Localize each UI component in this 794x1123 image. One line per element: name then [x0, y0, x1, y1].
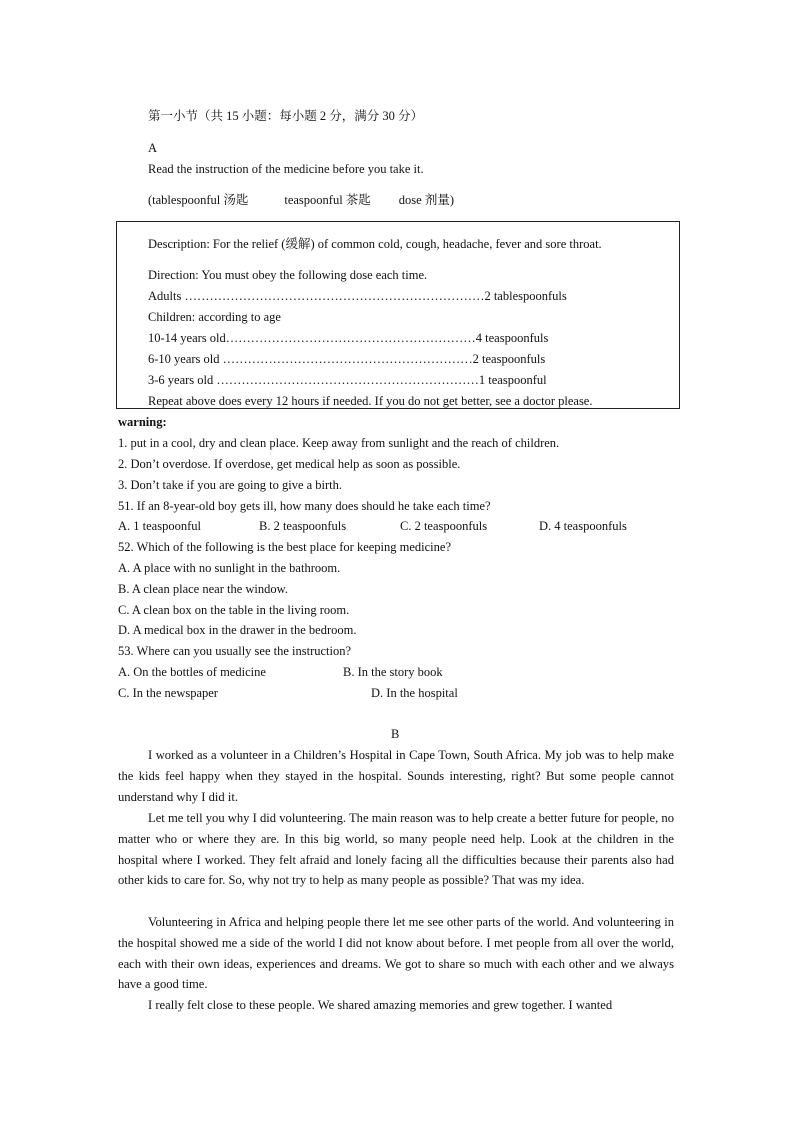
vocab-tablespoonful: (tablespoonful 汤匙	[148, 193, 249, 207]
box-dose-3-6: 3-6 years old ………………………………………………………1 teaspoonful	[148, 373, 547, 387]
section-a-label: A	[148, 141, 158, 155]
box-adults-dose: Adults ………………………………………………………………2 tablespoonfuls	[148, 289, 567, 303]
option-b[interactable]: B. A clean place near the window.	[118, 582, 288, 596]
passage-paragraph: I really felt close to these people. We shared amazing memories and grew together. I wanted	[148, 998, 613, 1012]
warning-title: warning:	[118, 415, 167, 429]
option-d[interactable]: D. A medical box in the drawer in the bedroom.	[118, 623, 357, 637]
box-description: Description: For the relief (缓解) of common cold, cough, headache, fever and sore throat.	[148, 237, 602, 251]
reading-intro: Read the instruction of the medicine before you take it.	[148, 162, 424, 176]
question-51: 51. If an 8-year-old boy gets ill, how many does should he take each time?	[118, 499, 491, 513]
section-b-label: B	[391, 727, 400, 741]
box-children-label: Children: according to age	[148, 310, 281, 324]
warning-item: 3. Don’t take if you are going to give a birth.	[118, 478, 343, 492]
passage-paragraph: I worked as a volunteer in a Children’s Hospital in Cape Town, South Africa. My job was to help make the kids feel happy when they stayed in the hospital. Sounds interesting, right? But some people cannot understand why I did it.	[118, 748, 674, 804]
passage-paragraph: Volunteering in Africa and helping people there let me see other parts of the world. And volunteering in the hospital showed me a side of the world I did not know about before. I met people from all over the world, each with their own ideas, experiences and dreams. We got to share so much with each other and we always have a good time.	[118, 915, 674, 992]
warning-item: 2. Don’t overdose. If overdose, get medical help as soon as possible.	[118, 457, 461, 471]
question-52: 52. Which of the following is the best place for keeping medicine?	[118, 540, 452, 554]
option-b[interactable]: B. 2 teaspoonfuls	[259, 519, 347, 533]
box-dose-10-14: 10-14 years old……………………………………………………4 teaspoonfuls	[148, 331, 549, 345]
box-repeat-note: Repeat above does every 12 hours if needed. If you do not get better, see a doctor please.	[148, 394, 593, 408]
option-b[interactable]: B. In the story book	[343, 665, 443, 679]
question-53: 53. Where can you usually see the instruction?	[118, 644, 352, 658]
option-d[interactable]: D. 4 teaspoonfuls	[539, 519, 627, 533]
passage-paragraph: Let me tell you why I did volunteering. The main reason was to help create a better future for people, no matter who or where they are. In this big world, so many people need help. Look at the children in the hospital where I worked. They felt afraid and lonely facing all the difficulties because their parents also had other kids to care for. So, why not try to help as many people as possible? That was my idea.	[118, 811, 674, 888]
box-direction: Direction: You must obey the following dose each time.	[148, 268, 428, 282]
medicine-instruction-box	[116, 221, 680, 409]
option-a[interactable]: A. 1 teaspoonful	[118, 519, 201, 533]
option-c[interactable]: C. A clean box on the table in the living room.	[118, 603, 350, 617]
box-dose-6-10: 6-10 years old ……………………………………………………2 teaspoonfuls	[148, 352, 546, 366]
vocab-dose: dose 剂量)	[398, 193, 454, 207]
option-c[interactable]: C. In the newspaper	[118, 686, 218, 700]
option-c[interactable]: C. 2 teaspoonfuls	[400, 519, 488, 533]
option-d[interactable]: D. In the hospital	[371, 686, 458, 700]
option-a[interactable]: A. A place with no sunlight in the bathroom.	[118, 561, 341, 575]
vocabulary-note	[148, 192, 454, 208]
option-a[interactable]: A. On the bottles of medicine	[118, 665, 266, 679]
vocab-teaspoonful: teaspoonful 茶匙	[284, 193, 371, 207]
warning-item: 1. put in a cool, dry and clean place. Keep away from sunlight and the reach of children.	[118, 436, 560, 450]
section-heading: 第一小节（共 15 小题：每小题 2 分，满分 30 分）	[148, 109, 424, 123]
